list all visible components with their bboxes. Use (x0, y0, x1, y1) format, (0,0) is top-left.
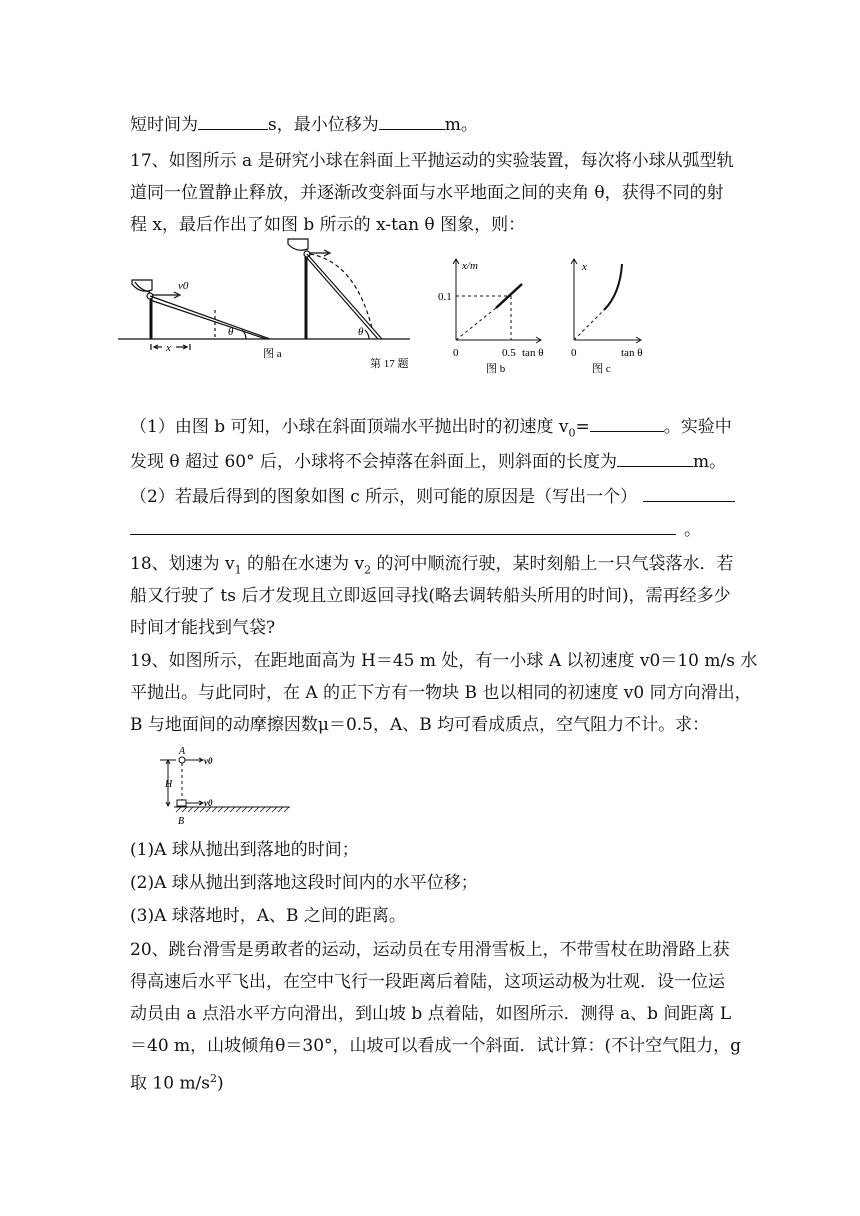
q17-blank-length[interactable] (617, 450, 693, 467)
q19-fig-A: A (179, 746, 186, 757)
q17-p1-text-a: （1）由图 b 可知，小球在斜面顶端水平抛出时的初速度 v (130, 417, 569, 437)
q17-fig-theta-right: θ (358, 326, 364, 338)
q17-blank-reason-1[interactable] (643, 485, 735, 502)
graph-c-origin: 0 (571, 347, 577, 359)
q17-blank-v0[interactable] (590, 415, 664, 432)
q16-text-3: m。 (444, 115, 478, 135)
q17-p1-text-c: 。实验中 (663, 417, 732, 437)
q16-blank-displacement[interactable] (379, 113, 445, 130)
q17-part2-line-2 (130, 518, 740, 541)
q16-blank-time[interactable] (198, 113, 268, 130)
q19-fig-v0-a: v0 (204, 756, 213, 766)
q17-fig-caption: 第 17 题 (370, 358, 409, 370)
q16-tail (130, 113, 740, 136)
q17-p2-text-a: （2）若最后得到的图象如图 c 所示，则可能的原因是（写出一个） (130, 487, 638, 507)
q17-fig-theta-left: θ (228, 326, 234, 338)
q20-line-2: 得高速后水平飞出，在空中飞行一段距离后着陆，这项运动极为壮观．设一位运 (130, 972, 725, 992)
q19-line-2: 平抛出。与此同时，在 A 的正下方有一物块 B 也以相同的初速度 v0 同方向滑出， (130, 683, 752, 703)
q17-graph-c (564, 252, 664, 377)
graph-b-caption: 图 b (486, 363, 506, 375)
q17-part1-line-1: （1）由图 b 可知，小球在斜面顶端水平抛出时的初速度 $v_0=$ 。实验中 (130, 417, 732, 440)
q16-text-2: s，最小位移为 (268, 115, 379, 135)
q18-line-1: 18、划速为 $v_1$ 的船在水速为 $v_2$ 的河中顺流行驶，某时刻船上一只气袋落水．若 (130, 554, 734, 577)
q20-line-5 (130, 1068, 740, 1095)
q20-line-1: 20、跳台滑雪是勇敢者的运动，运动员在专用滑雪板上，不带雪杖在助滑路上获 (130, 940, 730, 960)
graph-b-xtick: 0.5 (502, 347, 516, 359)
q17-p2-end: 。 (684, 520, 701, 540)
graph-b-ylabel: x/m (462, 260, 478, 272)
q19-figure (158, 744, 298, 834)
q19-fig-v0-b: v0 (204, 798, 213, 808)
q18-text-a: 18、划速为 v (130, 554, 235, 574)
q19-line-3: B 与地面间的动摩擦因数μ＝0.5，A、B 均可看成质点，空气阻力不计。求： (130, 715, 710, 735)
q20-exponent: 2 (210, 1072, 218, 1085)
q17-part2-line-1 (130, 485, 740, 508)
q18-text-c: 的河中顺流行驶，某时刻船上一只气袋落水．若 (371, 554, 734, 574)
q17-fig-a-caption: 图 a (263, 348, 282, 360)
q19-fig-B: B (178, 816, 185, 827)
q17-p1-text-e: m。 (692, 452, 727, 472)
q20-text-c: ) (217, 1073, 224, 1094)
q17-p1-text-b: = (575, 417, 590, 437)
q18-text-b: 的船在水速为 v (241, 554, 365, 574)
graph-c-ylabel: x (582, 261, 587, 273)
q20-line-4: ＝40 m，山坡倾角θ＝30°，山坡可以看成一个斜面．试计算：(不计空气阻力，g (130, 1036, 742, 1056)
q18-line-2: 船又行驶了 ts 后才发现且立即返回寻找(略去调转船头所用的时间)，需再经多少 (130, 586, 731, 606)
graph-b-ytick: 0.1 (438, 291, 452, 303)
q17-graph-b (430, 252, 555, 377)
q17-line-1: 17、如图所示 a 是研究小球在斜面上平抛运动的实验装置，每次将小球从弧型轨 (130, 151, 734, 171)
q17-p1-text-d: 发现 θ 超过 60° 后，小球将不会掉落在斜面上，则斜面的长度为 (130, 452, 617, 472)
graph-c-xlabel: tan θ (621, 347, 643, 359)
q18-line-3: 时间才能找到气袋? (130, 618, 276, 638)
graph-c-caption: 图 c (592, 363, 611, 375)
q17-line-3: 程 x，最后作出了如图 b 所示的 x-tan θ 图象，则： (130, 215, 526, 235)
q19-sub-2: (2)A 球从抛出到落地这段时间内的水平位移； (130, 873, 478, 893)
q17-part1-line-2 (130, 450, 740, 473)
q17-figure-a (110, 232, 420, 377)
q17-fig-v0-label: v0 (178, 280, 189, 292)
q19-fig-H: H (165, 779, 173, 790)
q19-line-1: 19、如图所示，在距地面高为 H＝45 m 处，有一小球 A 以初速度 v0＝10 m/s 水 (130, 651, 758, 671)
q17-line-2: 道同一位置静止释放，并逐渐改变斜面与水平地面之间的夹角 θ，获得不同的射 (130, 183, 724, 203)
q20-text-a: 取 10 m/s (130, 1073, 211, 1094)
q17-blank-reason-2[interactable] (130, 518, 676, 535)
q17-fig-x-label: x (166, 342, 171, 354)
q19-sub-1: (1)A 球从抛出到落地的时间； (130, 840, 359, 860)
q19-sub-3: (3)A 球落地时，A、B 之间的距离。 (130, 906, 406, 926)
graph-b-xlabel: tan θ (522, 347, 544, 359)
graph-b-origin: 0 (453, 347, 459, 359)
q16-text-1: 短时间为 (130, 115, 198, 135)
q20-line-3: 动员由 a 点沿水平方向滑出，到山坡 b 点着陆，如图所示．测得 a、b 间距离 L (130, 1004, 732, 1024)
